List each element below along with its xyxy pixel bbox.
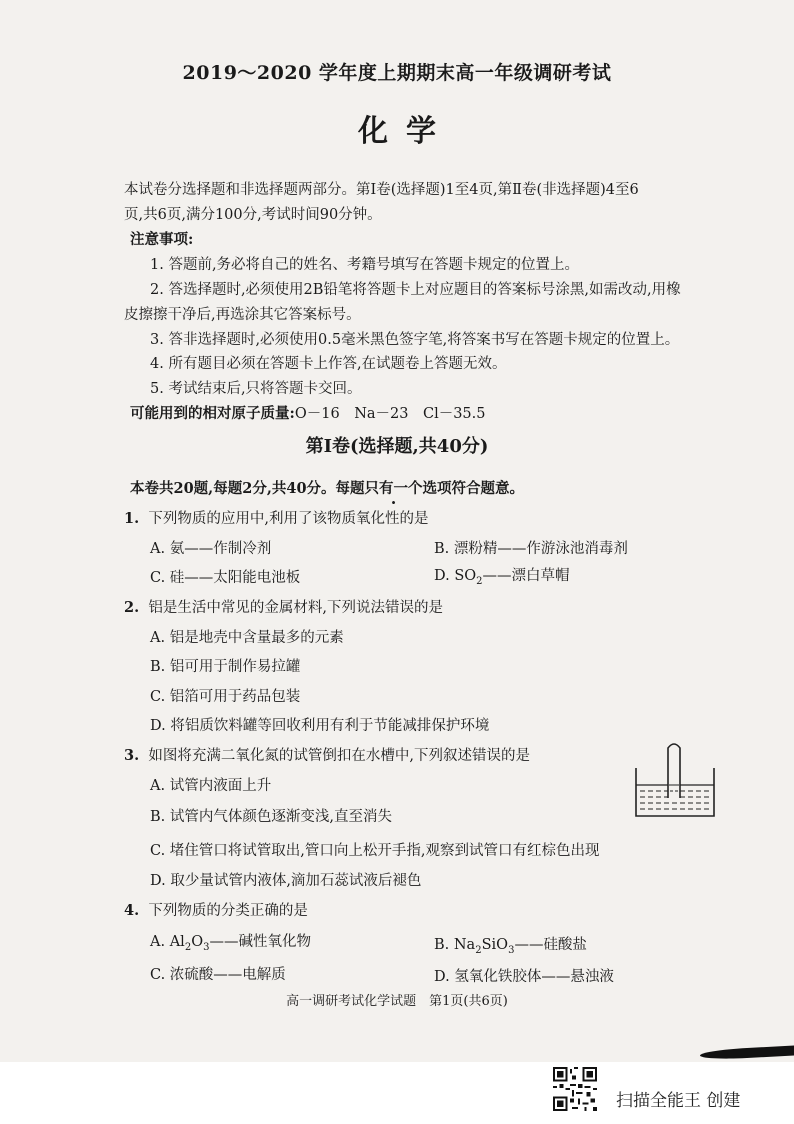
question-number: 1.	[124, 510, 140, 527]
q4-option-d: D. 氢氧化铁胶体——悬浊液	[434, 969, 614, 985]
intro-line-2: 页,共6页,满分100分,考试时间90分钟。	[124, 207, 382, 223]
q3-option-d: D. 取少量试管内液体,滴加石蕊试液后褪色	[150, 873, 422, 889]
scanner-watermark: 扫描全能王 创建	[616, 1091, 741, 1111]
q4-option-a: A. $Al_2O_3——$碱性氧化物	[150, 934, 311, 953]
atomic-mass-values: O－16 Na－23 Cl－35.5	[294, 406, 486, 422]
q3-option-c: C. 堵住管口将试管取出,管口向上松开手指,观察到试管口有红棕色出现	[150, 843, 600, 859]
q1-option-b: B. 漂粉精——作游泳池消毒剂	[434, 541, 628, 557]
subject-title: 化学	[358, 114, 454, 149]
question-number: 3.	[124, 747, 140, 764]
q2-option-c: C. 铝箔可用于药品包装	[150, 689, 301, 705]
atomic-mass-label: 可能用到的相对原子质量:	[130, 405, 295, 422]
q2-option-a: A. 铝是地壳中含量最多的元素	[150, 630, 344, 646]
q1-option-d: D. $SO_2——$漂白草帽	[434, 568, 570, 587]
rule-prefix: 本卷共20题,每题2分,共40分。每题	[130, 480, 365, 497]
q4-option-b: B. $Na_2SiO_3——$硅酸盐	[434, 937, 587, 956]
question-4-stem: 4. 下列物质的分类正确的是	[124, 902, 308, 919]
note-1: 1. 答题前,务必将自己的姓名、考籍号填写在答题卡规定的位置上。	[150, 257, 580, 273]
rule-emphasis: 只有一个	[364, 480, 423, 497]
section-title: 第Ⅰ卷(选择题,共40分)	[305, 436, 489, 457]
q1-option-c: C. 硅——太阳能电池板	[150, 570, 301, 586]
qr-code-icon	[553, 1067, 597, 1111]
section-rule	[130, 477, 524, 498]
exam-title: 2019～2020 学年度上期期末高一年级调研考试	[182, 62, 612, 84]
question-2-stem: 2. 铝是生活中常见的金属材料,下列说法错误的是	[124, 599, 443, 616]
q3-option-a: A. 试管内液面上升	[150, 778, 272, 794]
intro-line-1: 本试卷分选择题和非选择题两部分。第Ⅰ卷(选择题)1至4页,第Ⅱ卷(非选择题)4至6	[124, 182, 639, 198]
test-tube-trough-figure	[630, 738, 720, 820]
atomic-mass-line	[130, 402, 486, 423]
page-footer: 高一调研考试化学试题 第1页(共6页)	[286, 994, 508, 1009]
note-5: 5. 考试结束后,只将答题卡交回。	[150, 381, 362, 397]
note-2-line-2: 皮擦擦干净后,再选涂其它答案标号。	[124, 307, 361, 323]
question-3-stem: 3. 如图将充满二氧化氮的试管倒扣在水槽中,下列叙述错误的是	[124, 747, 530, 764]
q1-option-a: A. 氨——作制冷剂	[150, 541, 272, 557]
q3-option-b: B. 试管内气体颜色逐渐变浅,直至消失	[150, 809, 392, 825]
question-number: 2.	[124, 599, 140, 616]
question-1-stem: 1. 下列物质的应用中,利用了该物质氧化性的是	[124, 510, 429, 527]
notes-heading: 注意事项:	[130, 231, 194, 248]
q2-option-d: D. 将铝质饮料罐等回收利用有利于节能减排保护环境	[150, 718, 490, 734]
scan-artifact-stroke	[700, 1046, 794, 1061]
q4-option-c: C. 浓硫酸——电解质	[150, 967, 286, 983]
note-4: 4. 所有题目必须在答题卡上作答,在试题卷上答题无效。	[150, 356, 507, 372]
question-number: 4.	[124, 902, 140, 919]
note-3: 3. 答非选择题时,必须使用0.5毫米黑色签字笔,将答案书写在答题卡规定的位置上。	[150, 332, 680, 348]
note-2-line-1: 2. 答选择题时,必须使用2B铅笔将答题卡上对应题目的答案标号涂黑,如需改动,用橡	[150, 282, 681, 298]
rule-suffix: 选项符合题意。	[422, 480, 525, 497]
q2-option-b: B. 铝可用于制作易拉罐	[150, 659, 301, 675]
